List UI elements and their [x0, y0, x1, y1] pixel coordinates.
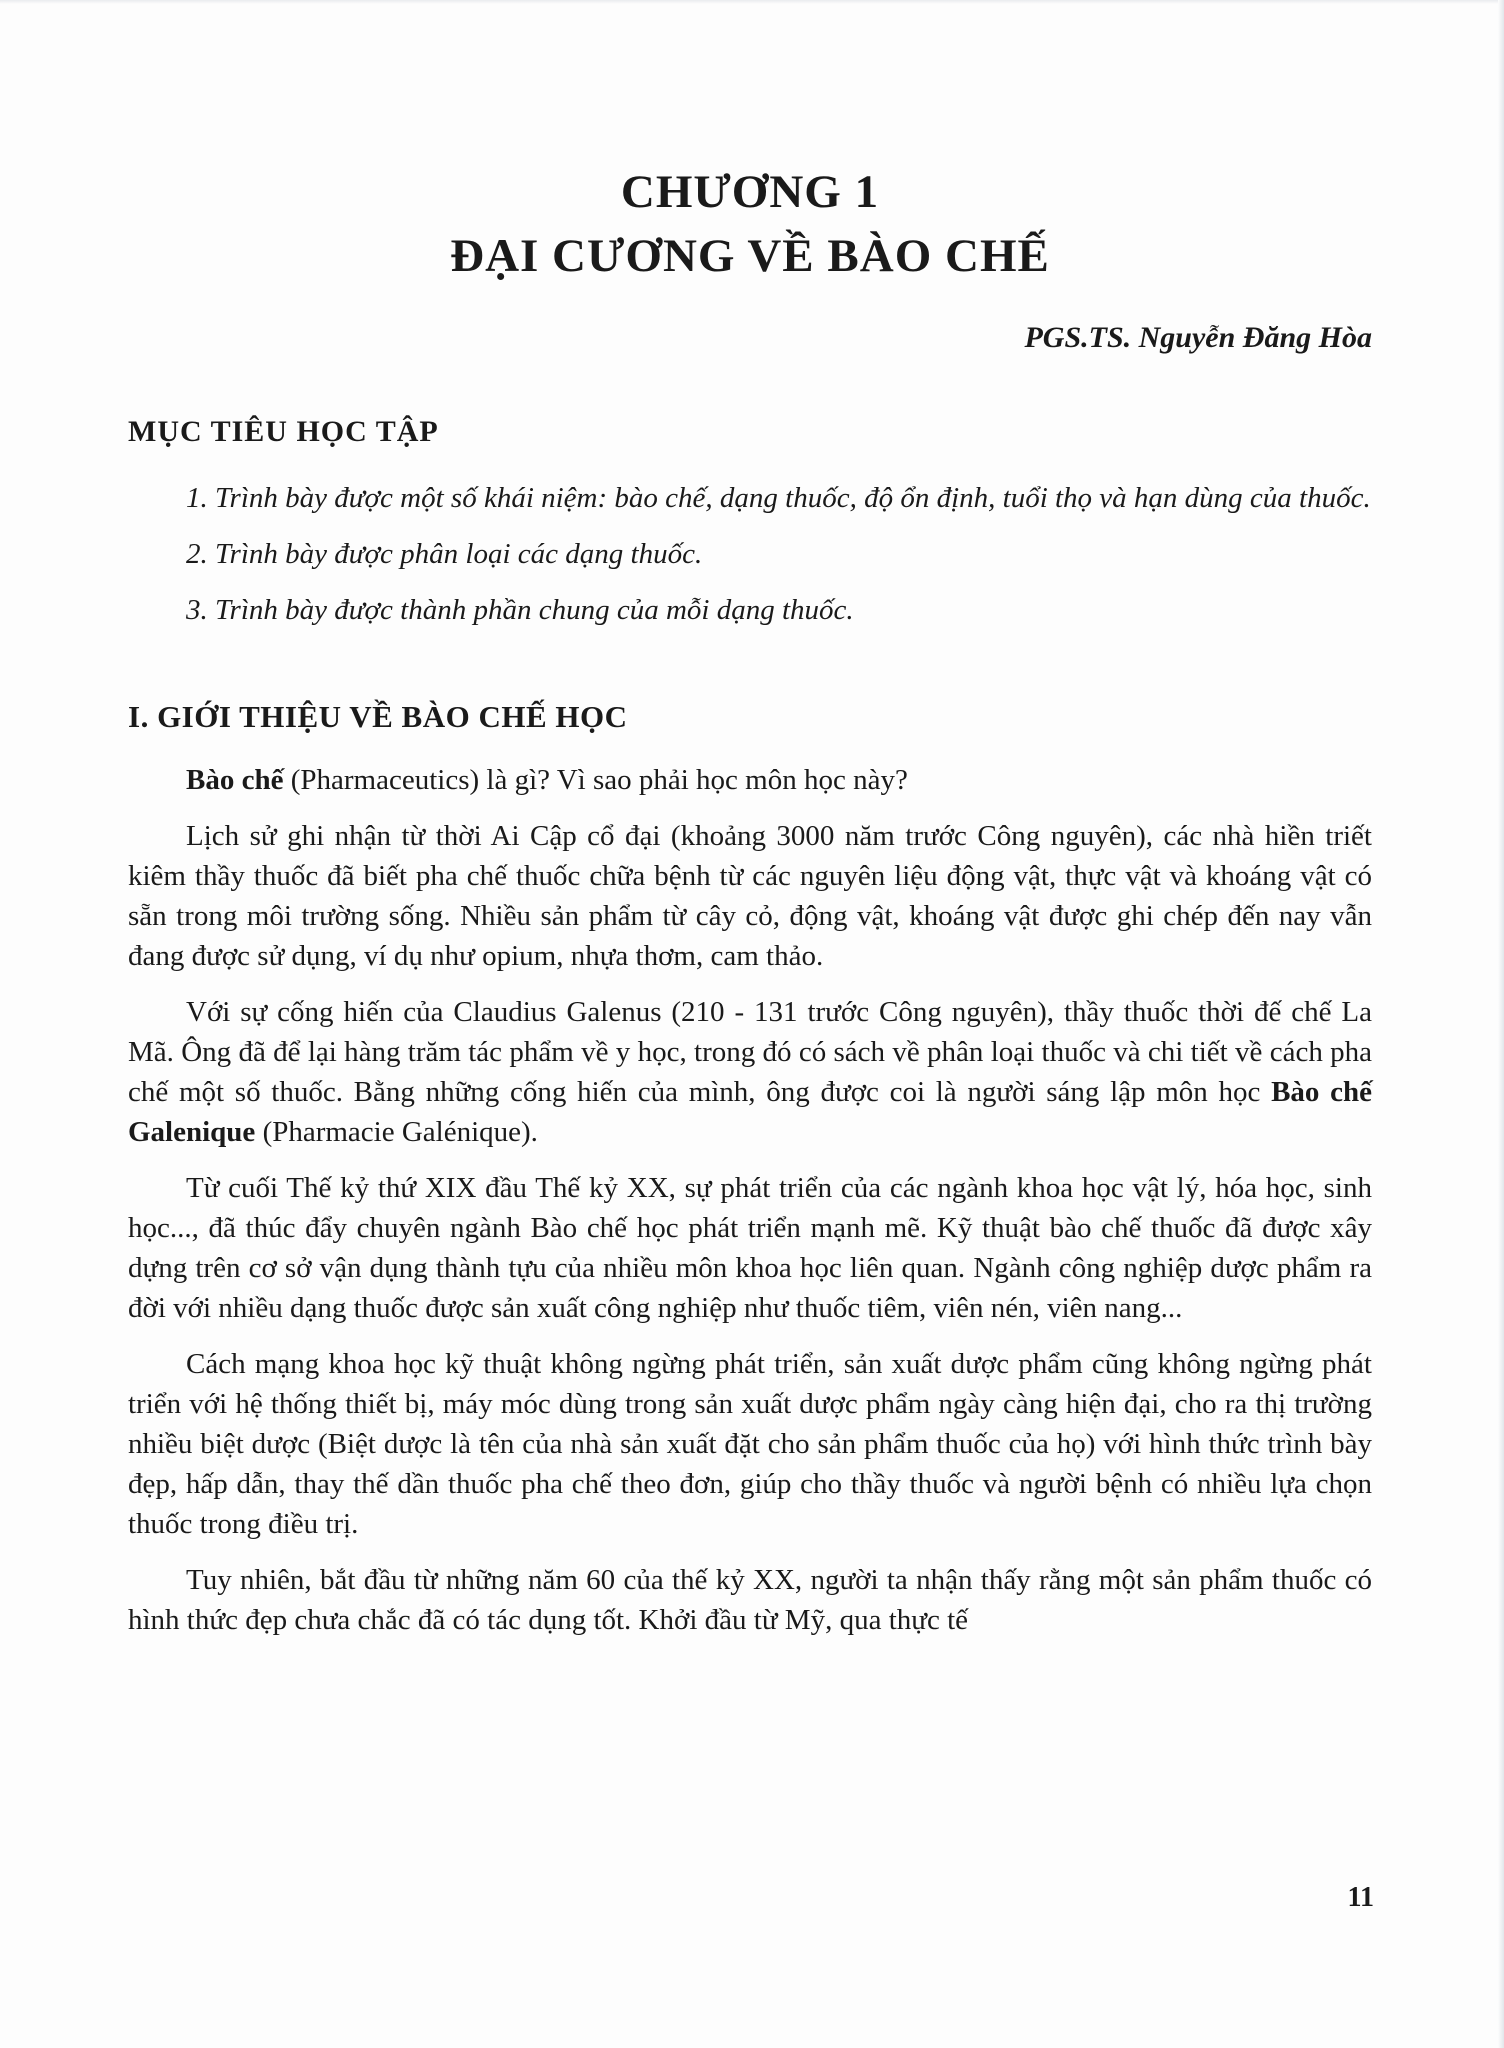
objective-item: 1. Trình bày được một số khái niệm: bào chế, dạng thuốc, độ ổn định, tuổi thọ và hạn dùng của thuốc. [186, 482, 1371, 514]
page-number: 11 [1347, 1882, 1374, 1913]
page-content [128, 160, 1372, 1640]
bold-term: Bào chế [186, 764, 284, 796]
paragraph-text: (Pharmacie Galénique). [255, 1116, 538, 1148]
paragraph: Cách mạng khoa học kỹ thuật không ngừng phát triển, sản xuất dược phẩm cũng không ngừng phát triển với hệ thống thiết bị, máy móc dùng trong sản xuất dược phẩm ngày càng hiện đại, cho ra thị trường nhiều biệt dược (Biệt dược là tên của nhà sản xuất đặt cho sản phẩm thuốc của họ) với hình thức trình bày đẹp, hấp dẫn, thay thế dần thuốc pha chế theo đơn, giúp cho thầy thuốc và người bệnh có nhiều lựa chọn thuốc trong điều trị. [128, 1348, 1372, 1540]
section-body [128, 760, 1372, 1640]
paragraph [128, 992, 1372, 1152]
bold-term: Bào chế Galenique [128, 1076, 1372, 1148]
objectives-list [128, 478, 1372, 630]
paragraph: Tuy nhiên, bắt đầu từ những năm 60 của thế kỷ XX, người ta nhận thấy rằng một sản phẩm thuốc có hình thức đẹp chưa chắc đã có tác dụng tốt. Khởi đầu từ Mỹ, qua thực tế [128, 1564, 1372, 1636]
chapter-author: PGS.TS. Nguyễn Đăng Hòa [1024, 321, 1372, 354]
paragraph: Lịch sử ghi nhận từ thời Ai Cập cổ đại (khoảng 3000 năm trước Công nguyên), các nhà hiền triết kiêm thầy thuốc đã biết pha chế thuốc chữa bệnh từ các nguyên liệu động vật, thực vật và khoáng vật có sẵn trong môi trường sống. Nhiều sản phẩm từ cây cỏ, động vật, khoáng vật được ghi chép đến nay vẫn đang được sử dụng, ví dụ như opium, nhựa thơm, cam thảo. [128, 820, 1372, 972]
objectives-heading: MỤC TIÊU HỌC TẬP [128, 415, 439, 448]
paragraph [128, 760, 1372, 800]
section-heading: I. GIỚI THIỆU VỀ BÀO CHẾ HỌC [128, 699, 628, 734]
chapter-number: CHƯƠNG 1 [620, 166, 880, 218]
objective-item: 3. Trình bày được thành phần chung của mỗi dạng thuốc. [186, 594, 854, 626]
scan-edge [0, 0, 1504, 4]
scan-edge [1498, 0, 1504, 2048]
paragraph: Từ cuối Thế kỷ thứ XIX đầu Thế kỷ XX, sự phát triển của các ngành khoa học vật lý, hóa học, sinh học..., đã thúc đẩy chuyên ngành Bào chế học phát triển mạnh mẽ. Kỹ thuật bào chế thuốc đã được xây dựng trên cơ sở vận dụng thành tựu của nhiều môn khoa học liên quan. Ngành công nghiệp dược phẩm ra đời với nhiều dạng thuốc được sản xuất công nghiệp như thuốc tiêm, viên nén, viên nang... [128, 1172, 1372, 1324]
paragraph-text: (Pharmaceutics) là gì? Vì sao phải học môn học này? [283, 764, 908, 796]
paragraph-text: Với sự cống hiến của Claudius Galenus (210 - 131 trước Công nguyên), thầy thuốc thời đế chế La Mã. Ông đã để lại hàng trăm tác phẩm về y học, trong đó có sách về phân loại thuốc và chi tiết về cách pha chế một số thuốc. Bằng những cống hiến của mình, ông được coi là người sáng lập môn học [128, 996, 1372, 1108]
objective-item: 2. Trình bày được phân loại các dạng thuốc. [186, 538, 703, 570]
chapter-title: ĐẠI CƯƠNG VỀ BÀO CHẾ [450, 230, 1050, 282]
